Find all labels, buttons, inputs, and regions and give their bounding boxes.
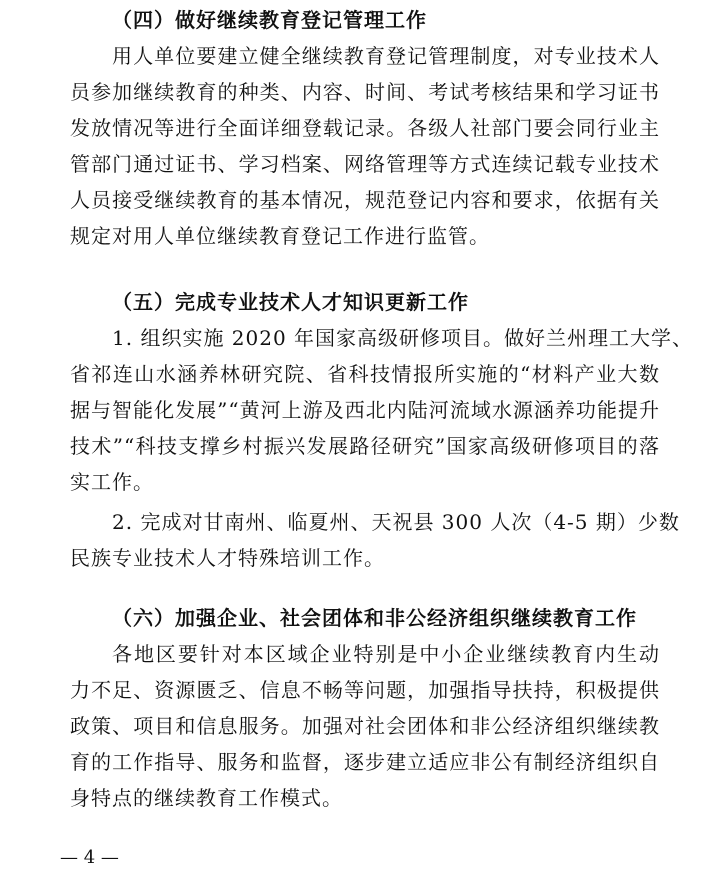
section-4 [70,2,660,254]
paragraph-line: 1. 组织实施 2020 年国家高级研修项目。做好兰州理工大学、 [112,326,694,350]
paragraph [70,320,694,500]
paragraph-line: 力不足、资源匮乏、信息不畅等问题，加强指导扶持，积极提供 [70,678,660,702]
paragraph-line: 员参加继续教育的种类、内容、时间、考试考核结果和学习证书 [70,80,660,104]
paragraph-line: 实工作。 [70,470,154,494]
paragraph [70,504,680,576]
section-6 [70,600,660,816]
section-heading: （五）完成专业技术人才知识更新工作 [112,290,469,314]
paragraph-line: 用人单位要建立健全继续教育登记管理制度，对专业技术人 [112,44,660,68]
paragraph-line: 规定对用人单位继续教育登记工作进行监管。 [70,224,490,248]
paragraph-line: 育的工作指导、服务和监督，逐步建立适应非公有制经济组织自 [70,750,660,774]
paragraph-line: 管部门通过证书、学习档案、网络管理等方式连续记载专业技术 [70,152,660,176]
section-heading: （六）加强企业、社会团体和非公经济组织继续教育工作 [112,606,637,630]
paragraph [70,636,660,816]
paragraph-line: 据与智能化发展”“黄河上游及西北内陆河流域水源涵养功能提升 [70,398,660,422]
paragraph-line: 民族专业技术人才特殊培训工作。 [70,546,385,570]
paragraph-line: 发放情况等进行全面详细登载记录。各级人社部门要会同行业主 [70,116,660,140]
section-5 [70,284,694,576]
paragraph-line: 政策、项目和信息服务。加强对社会团体和非公经济组织继续教 [70,714,660,738]
paragraph-line: 技术”“科技支撑乡村振兴发展路径研究”国家高级研修项目的落 [70,434,660,458]
page-number: — 4 — [60,847,119,868]
paragraph-line: 2. 完成对甘南州、临夏州、天祝县 300 人次（4-5 期）少数 [112,510,680,534]
paragraph-line: 身特点的继续教育工作模式。 [70,786,343,810]
paragraph-line: 省祁连山水涵养林研究院、省科技情报所实施的“材料产业大数 [70,362,660,386]
paragraph [70,38,660,254]
paragraph-line: 各地区要针对本区域企业特别是中小企业继续教育内生动 [112,642,660,666]
section-heading: （四）做好继续教育登记管理工作 [112,8,427,32]
paragraph-line: 人员接受继续教育的基本情况，规范登记内容和要求，依据有关 [70,188,660,212]
